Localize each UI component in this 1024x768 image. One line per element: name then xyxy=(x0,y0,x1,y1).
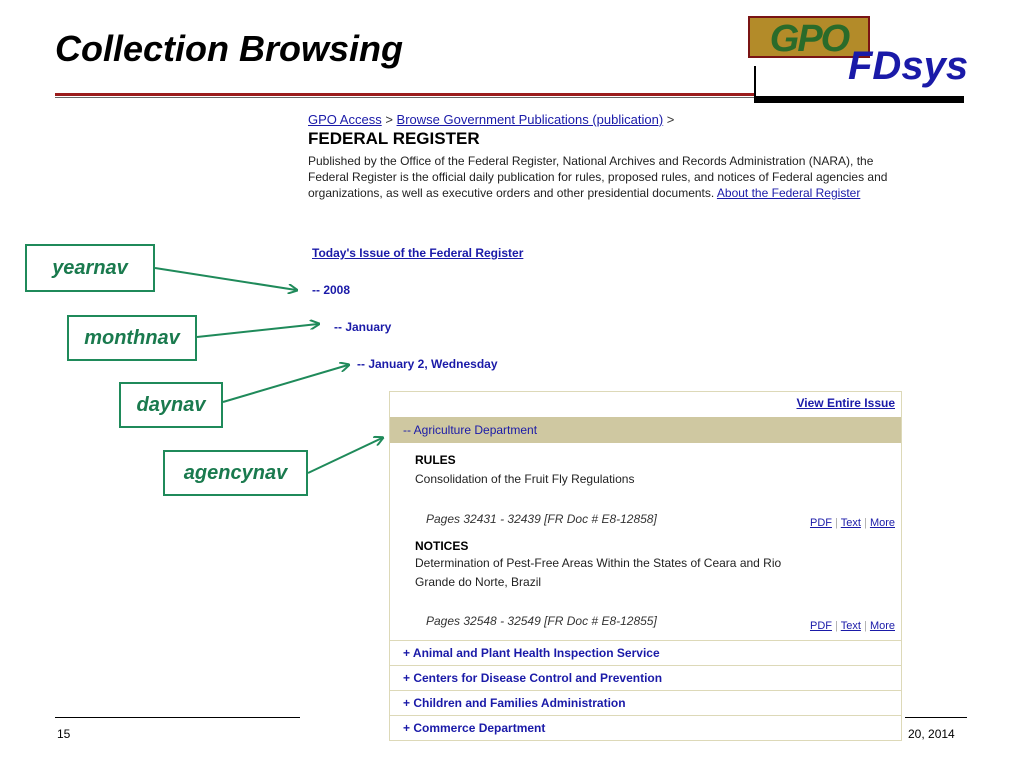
about-link[interactable]: About the Federal Register xyxy=(716,186,861,200)
daynav-callout: daynav xyxy=(119,382,223,428)
notices-section-label: NOTICES xyxy=(415,539,469,553)
yearnav-arrow xyxy=(155,268,296,290)
day-nav-link[interactable]: -- January 2, Wednesday xyxy=(357,357,498,371)
title-rule xyxy=(55,93,755,96)
footer-rule-left xyxy=(55,717,300,718)
agencynav-callout: agencynav xyxy=(163,450,308,496)
footer-rule-right xyxy=(905,717,967,718)
text-link[interactable]: Text xyxy=(840,620,861,632)
more-link[interactable]: More xyxy=(869,517,895,529)
breadcrumb-separator: > xyxy=(663,112,675,127)
fdsys-logo-text: FDsys xyxy=(848,44,969,88)
agency-row[interactable]: + Commerce Department xyxy=(390,715,901,740)
agency-row[interactable]: + Animal and Plant Health Inspection Service xyxy=(390,640,901,665)
rules-section-label: RULES xyxy=(415,453,456,467)
breadcrumb xyxy=(308,112,908,127)
todays-issue-link[interactable]: Today's Issue of the Federal Register xyxy=(312,246,524,260)
page-title: FEDERAL REGISTER xyxy=(308,129,480,148)
description-text: Published by the Office of the Federal Register, National Archives and Records Administration (NARA), the Federal Register is the official daily publication for rules, proposed rules, and notices of Federal agencies and organizations, as well as executive orders and other presidential documents. xyxy=(308,154,888,200)
monthnav-arrow xyxy=(197,324,318,337)
pdf-link[interactable]: PDF xyxy=(809,620,832,632)
slide-title: Collection Browsing xyxy=(55,28,404,69)
notices-document-title: Determination of Pest-Free Areas Within the States of Ceara and Rio Grande do Norte, Brazil xyxy=(415,556,782,589)
collection-description xyxy=(308,153,893,201)
rules-document-title: Consolidation of the Fruit Fly Regulations xyxy=(415,472,635,486)
rules-doc-links xyxy=(810,517,895,529)
link-separator: | xyxy=(831,620,841,632)
agency-row[interactable]: + Children and Families Administration xyxy=(390,690,901,715)
federal-register-screenshot xyxy=(308,112,908,201)
fdsys-logo xyxy=(748,16,988,106)
agency-header-expanded[interactable]: -- Agriculture Department xyxy=(390,417,901,443)
pdf-link[interactable]: PDF xyxy=(809,517,832,529)
link-separator: | xyxy=(860,517,870,529)
issue-panel xyxy=(389,391,902,741)
year-nav-link[interactable]: -- 2008 xyxy=(312,283,351,297)
daynav-arrow xyxy=(223,365,348,402)
link-separator: | xyxy=(860,620,870,632)
page-number: 15 xyxy=(57,727,71,741)
yearnav-callout: yearnav xyxy=(25,244,155,292)
more-link[interactable]: More xyxy=(869,620,895,632)
agencynav-arrow xyxy=(308,438,382,473)
footer-date: 20, 2014 xyxy=(908,727,955,741)
monthnav-callout: monthnav xyxy=(67,315,197,361)
breadcrumb-gpo-access-link[interactable]: GPO Access xyxy=(308,112,382,127)
notices-pages: Pages 32548 - 32549 [FR Doc # E8-12855] xyxy=(426,614,657,628)
link-separator: | xyxy=(831,517,841,529)
title-rule-shadow xyxy=(55,97,755,98)
month-nav-link[interactable]: -- January xyxy=(334,320,392,334)
agency-row[interactable]: + Centers for Disease Control and Prevention xyxy=(390,665,901,690)
view-entire-issue-link[interactable]: View Entire Issue xyxy=(796,396,895,410)
breadcrumb-browse-link[interactable]: Browse Government Publications (publication) xyxy=(396,112,664,127)
text-link[interactable]: Text xyxy=(840,517,861,529)
rules-pages: Pages 32431 - 32439 [FR Doc # E8-12858] xyxy=(426,512,657,526)
logo-underline-bar xyxy=(754,96,964,103)
breadcrumb-separator: > xyxy=(381,112,397,127)
notices-doc-links xyxy=(810,620,895,632)
gpo-logo-text: GPO xyxy=(748,16,870,58)
